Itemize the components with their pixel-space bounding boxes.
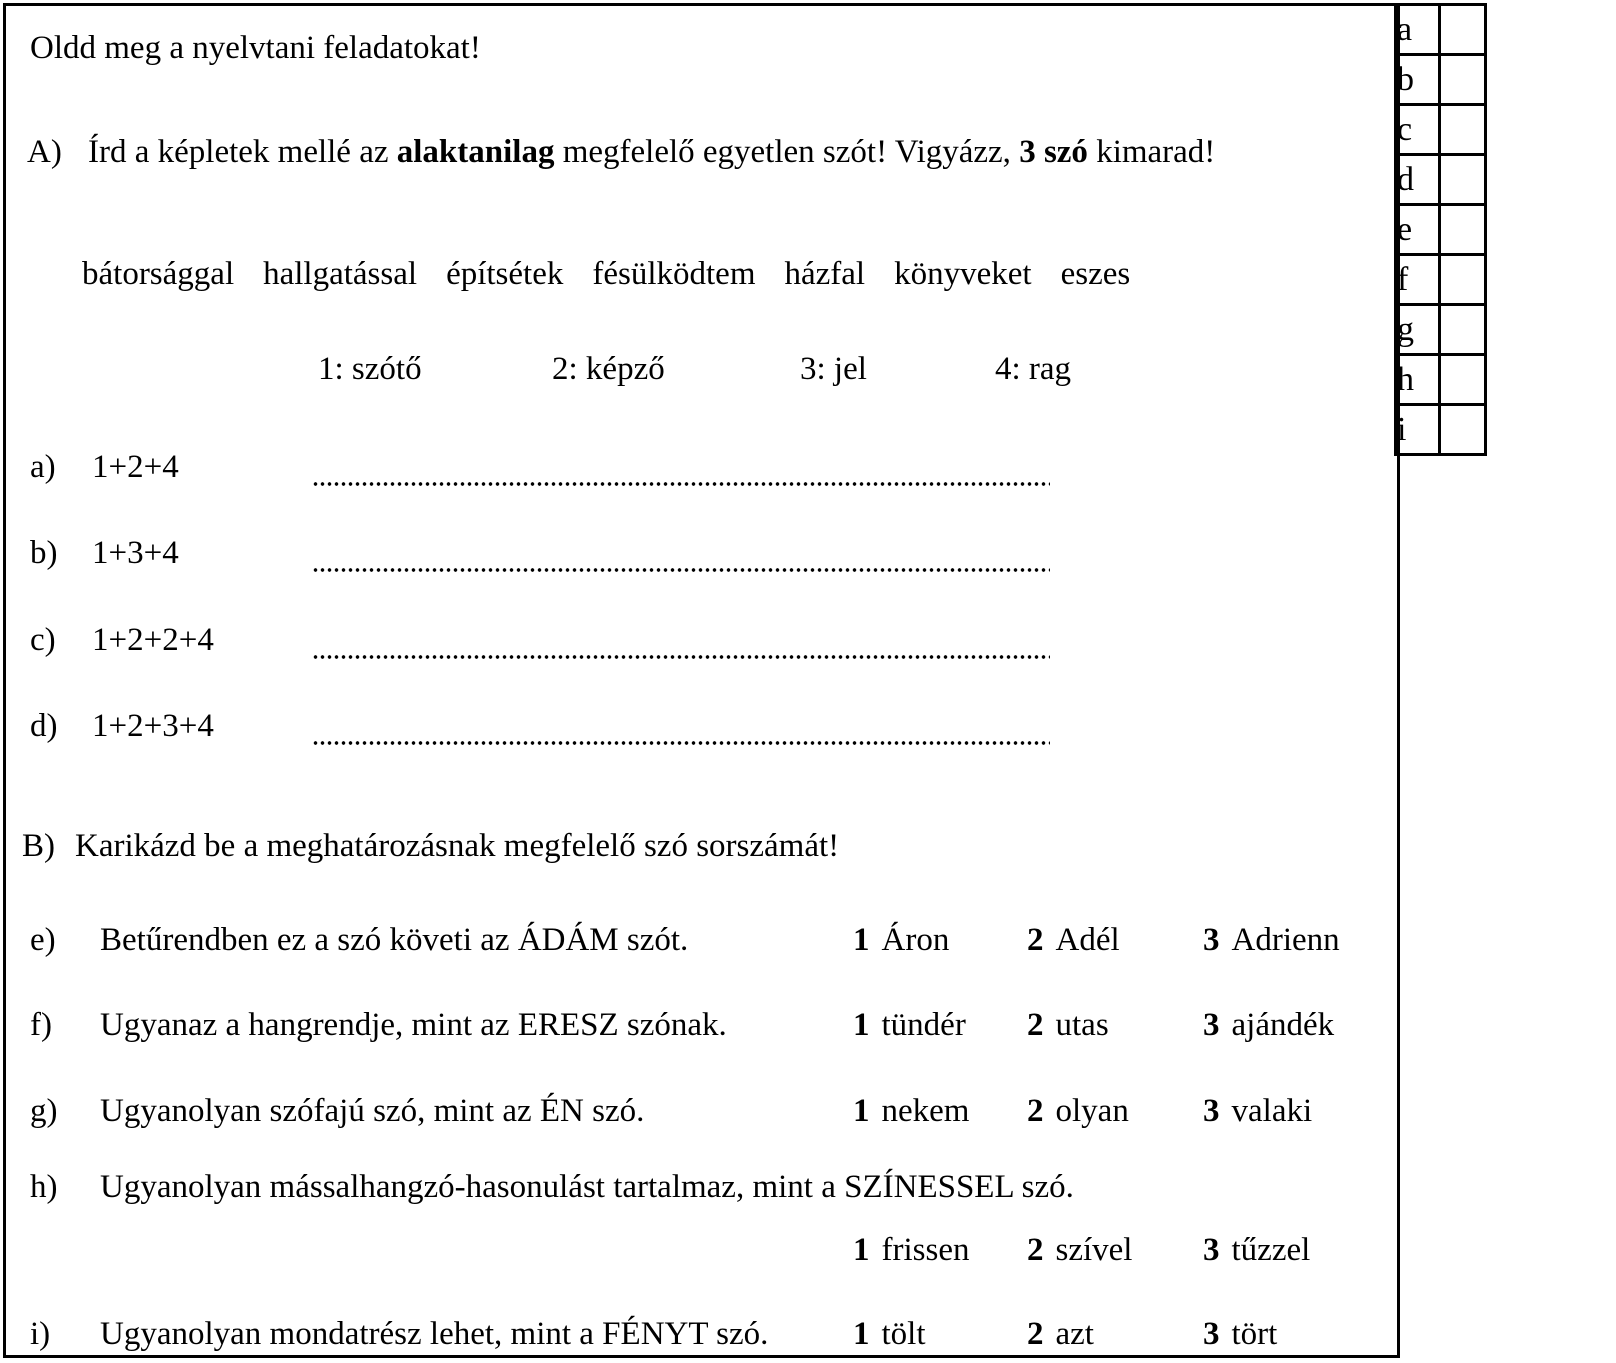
option[interactable] — [853, 918, 949, 962]
answer-line[interactable] — [312, 624, 1050, 660]
legend-item: 4: rag — [995, 351, 1072, 387]
table-letter-cell: f — [1396, 255, 1440, 305]
word-bank-word: bátorsággal — [82, 256, 235, 292]
option-number[interactable]: 2 — [1027, 1007, 1044, 1043]
option-word: olyan — [1055, 1093, 1129, 1129]
formula-code: 1+2+4 — [92, 449, 179, 485]
option[interactable] — [853, 1089, 969, 1133]
option[interactable] — [1203, 1089, 1312, 1133]
table-answer-cell[interactable] — [1440, 105, 1486, 155]
option-word: tündér — [881, 1007, 966, 1043]
formula-row — [0, 618, 1400, 662]
option[interactable] — [853, 1228, 969, 1272]
question-row — [0, 1312, 1400, 1356]
item-letter: i) — [30, 1316, 51, 1352]
table-letter-cell: g — [1396, 305, 1440, 355]
option[interactable] — [1203, 1228, 1310, 1272]
option-number[interactable]: 3 — [1203, 1232, 1220, 1268]
option-number[interactable]: 1 — [853, 922, 870, 958]
question-text: Ugyanolyan mássalhangzó-hasonulást tartalmaz, mint a SZÍNESSEL szó. — [100, 1169, 1074, 1205]
word-bank-word: házfal — [784, 256, 866, 292]
option-word: Adrienn — [1231, 922, 1340, 958]
question-row — [0, 918, 1400, 962]
section-b-heading — [0, 824, 1400, 868]
item-letter: d) — [30, 708, 58, 744]
option[interactable] — [1027, 918, 1120, 962]
option-number[interactable]: 2 — [1027, 1232, 1044, 1268]
table-row — [1396, 155, 1486, 205]
formula-row — [0, 531, 1400, 575]
option-word: ajándék — [1231, 1007, 1335, 1043]
question-text: Betűrendben ez a szó követi az ÁDÁM szót. — [100, 922, 689, 958]
option-word: Adél — [1055, 922, 1120, 958]
section-b-label: B) — [22, 828, 55, 864]
item-letter: c) — [30, 622, 56, 658]
legend-item: 1: szótő — [318, 351, 422, 387]
item-letter: e) — [30, 922, 56, 958]
item-letter: f) — [30, 1007, 52, 1043]
table-letter-cell: d — [1396, 155, 1440, 205]
table-letter-cell: h — [1396, 355, 1440, 405]
word-bank-word: eszes — [1060, 256, 1131, 292]
option-word: valaki — [1231, 1093, 1313, 1129]
table-answer-cell[interactable] — [1440, 55, 1486, 105]
answer-line[interactable] — [312, 451, 1050, 487]
option-word: azt — [1055, 1316, 1094, 1352]
section-a-instruction — [0, 130, 1400, 174]
option-word: tölt — [881, 1316, 926, 1352]
option[interactable] — [1027, 1228, 1132, 1272]
option-word: tűzzel — [1231, 1232, 1311, 1268]
option[interactable] — [1203, 1312, 1277, 1356]
option-number[interactable]: 2 — [1027, 1093, 1044, 1129]
option-word: Áron — [881, 922, 950, 958]
option-word: szível — [1055, 1232, 1133, 1268]
legend-item: 3: jel — [800, 351, 867, 387]
word-bank-word: hallgatással — [263, 256, 418, 292]
option-number[interactable]: 2 — [1027, 1316, 1044, 1352]
option[interactable] — [1203, 918, 1340, 962]
table-row — [1396, 205, 1486, 255]
table-answer-cell[interactable] — [1440, 305, 1486, 355]
word-bank-word: fésülködtem — [592, 256, 756, 292]
formula-code: 1+2+3+4 — [92, 708, 214, 744]
table-letter-cell: a — [1396, 5, 1440, 55]
table-row — [1396, 105, 1486, 155]
table-row — [1396, 305, 1486, 355]
answer-table — [1394, 3, 1487, 456]
option-number[interactable]: 1 — [853, 1232, 870, 1268]
table-letter-cell: b — [1396, 55, 1440, 105]
question-text: Ugyanolyan mondatrész lehet, mint a FÉNYT szó. — [100, 1316, 769, 1352]
page-border — [3, 3, 1400, 1358]
formula-row — [0, 445, 1400, 489]
word-bank — [82, 252, 1482, 296]
option[interactable] — [853, 1003, 966, 1047]
question-row — [0, 1165, 1400, 1209]
page-title: Oldd meg a nyelvtani feladatokat! — [30, 30, 481, 66]
table-letter-cell: e — [1396, 205, 1440, 255]
option-number[interactable]: 3 — [1203, 1007, 1220, 1043]
formula-row — [0, 704, 1400, 748]
item-letter: a) — [30, 449, 56, 485]
question-row — [0, 1089, 1400, 1133]
option-word: utas — [1055, 1007, 1109, 1043]
table-letter-cell: i — [1396, 405, 1440, 455]
item-letter: h) — [30, 1169, 58, 1205]
option-number[interactable]: 1 — [853, 1007, 870, 1043]
formula-code: 1+3+4 — [92, 535, 179, 571]
section-a-instruction-text: Írd a képletek mellé az alaktanilag megfelelő egyetlen szót! Vigyázz, 3 szó kimarad! — [88, 134, 1216, 170]
option-number[interactable]: 1 — [853, 1316, 870, 1352]
option-number[interactable]: 3 — [1203, 1093, 1220, 1129]
option-number[interactable]: 2 — [1027, 922, 1044, 958]
table-answer-cell[interactable] — [1440, 5, 1486, 55]
table-answer-cell[interactable] — [1440, 205, 1486, 255]
option[interactable] — [853, 1312, 926, 1356]
formula-code: 1+2+2+4 — [92, 622, 214, 658]
option-word: nekem — [881, 1093, 970, 1129]
section-b-heading-text: Karikázd be a meghatározásnak megfelelő szó sorszámát! — [75, 828, 840, 864]
legend-item: 2: képző — [552, 351, 665, 387]
item-letter: b) — [30, 535, 58, 571]
table-row — [1396, 5, 1486, 55]
table-answer-cell[interactable] — [1440, 255, 1486, 305]
option[interactable] — [1027, 1312, 1094, 1356]
word-bank-word: építsétek — [446, 256, 564, 292]
question-text: Ugyanolyan szófajú szó, mint az ÉN szó. — [100, 1093, 645, 1129]
table-row — [1396, 355, 1486, 405]
table-row — [1396, 255, 1486, 305]
table-answer-cell[interactable] — [1440, 405, 1486, 455]
answer-line[interactable] — [312, 537, 1050, 573]
table-letter-cell: c — [1396, 105, 1440, 155]
option[interactable] — [1203, 1003, 1334, 1047]
morpheme-legend — [0, 347, 1400, 391]
option-number[interactable]: 3 — [1203, 1316, 1220, 1352]
answer-line[interactable] — [312, 710, 1050, 746]
option-word: frissen — [881, 1232, 970, 1268]
question-row — [0, 1003, 1400, 1047]
item-letter: g) — [30, 1093, 58, 1129]
option-word: tört — [1231, 1316, 1278, 1352]
option[interactable] — [1027, 1089, 1129, 1133]
section-a-label: A) — [27, 134, 62, 170]
option-number[interactable]: 1 — [853, 1093, 870, 1129]
question-text: Ugyanaz a hangrendje, mint az ERESZ szónak. — [100, 1007, 727, 1043]
options-row — [0, 1228, 1400, 1272]
option[interactable] — [1027, 1003, 1109, 1047]
table-answer-cell[interactable] — [1440, 355, 1486, 405]
table-answer-cell[interactable] — [1440, 155, 1486, 205]
table-row — [1396, 55, 1486, 105]
option-number[interactable]: 3 — [1203, 922, 1220, 958]
word-bank-word: könyveket — [894, 256, 1032, 292]
table-row — [1396, 405, 1486, 455]
